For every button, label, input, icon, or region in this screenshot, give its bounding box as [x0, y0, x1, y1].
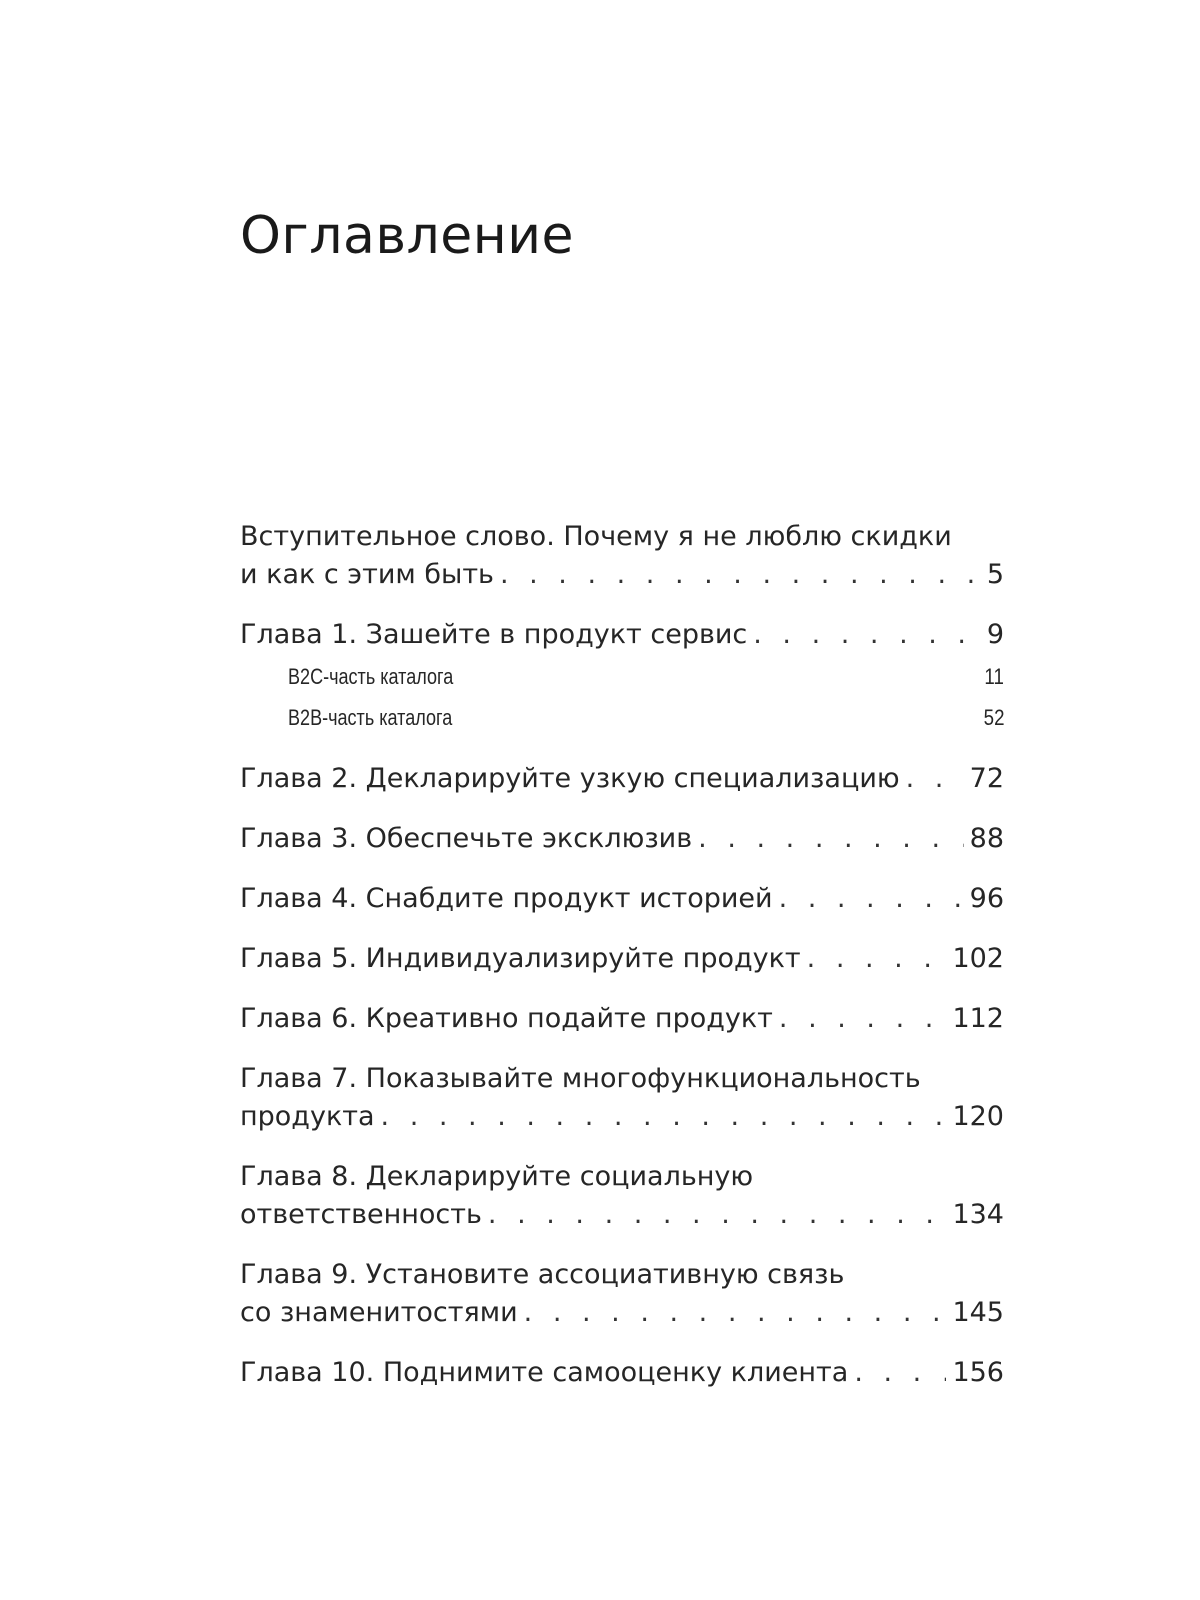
toc-entry-intro[interactable]	[240, 518, 1004, 594]
toc-entry-chapter-10[interactable]	[240, 1354, 1004, 1392]
toc-entry-chapter-8[interactable]	[240, 1158, 1004, 1234]
toc-entry-chapter-1[interactable]	[240, 616, 1004, 738]
toc-entry-title: Глава 6. Креативно подайте продукт	[240, 1003, 773, 1034]
toc-subentry-b2b[interactable]	[240, 697, 1004, 738]
toc-entry-page-number: 9	[986, 619, 1004, 650]
toc-subentry-b2c[interactable]	[240, 656, 1004, 697]
toc-entry-title-line2: ответственность	[240, 1199, 482, 1230]
toc-entry-page-number: 72	[969, 763, 1004, 794]
toc-entry-chapter-5[interactable]	[240, 940, 1004, 978]
dot-leader	[488, 1196, 947, 1234]
toc-entry-title-line1: Глава 9. Установите ассоциативную связь	[240, 1259, 845, 1290]
toc-entry-leader-line	[240, 940, 1004, 978]
toc-entry-chapter-2[interactable]	[240, 760, 1004, 798]
dot-leader	[524, 1294, 947, 1332]
toc-entry-title: Глава 2. Декларируйте узкую специализацию	[240, 763, 900, 794]
toc-subentry-list	[240, 656, 1004, 738]
toc-entry-chapter-7[interactable]	[240, 1060, 1004, 1136]
toc-entry-title-line1: Вступительное слово. Почему я не люблю скидки	[240, 521, 952, 552]
toc-entry-title-line1: Глава 8. Декларируйте социальную	[240, 1161, 754, 1192]
dot-leader	[779, 1000, 947, 1038]
toc-subentry-page-number: 52	[983, 705, 1004, 730]
dot-leader	[381, 1098, 947, 1136]
toc-entry-leader-line	[240, 1196, 1004, 1234]
toc-entry-title: Глава 5. Индивидуализируйте продукт	[240, 943, 801, 974]
toc-entry-leader-line	[240, 1354, 1004, 1392]
toc-entry-leader-line	[240, 1294, 1004, 1332]
toc-entry-leader-line	[240, 820, 1004, 858]
toc-entry-page-number: 156	[952, 1357, 1004, 1388]
toc-entry-leader-line	[240, 1098, 1004, 1136]
dot-leader	[906, 760, 964, 798]
toc-entry-leader-line	[240, 880, 1004, 918]
toc-entry-title: Глава 10. Поднимите самооценку клиента	[240, 1357, 849, 1388]
toc-entry-chapter-3[interactable]	[240, 820, 1004, 858]
toc-entry-page-number: 120	[952, 1101, 1004, 1132]
toc-entry-page-number: 134	[952, 1199, 1004, 1230]
toc-entry-leader-line	[240, 760, 1004, 798]
toc-subentry-page-number: 11	[984, 664, 1004, 689]
page-title: Оглавление	[240, 206, 575, 266]
toc-entry-leader-line	[240, 556, 1004, 594]
toc-entry-page-number: 96	[969, 883, 1004, 914]
toc-entry-title-line1: Глава 7. Показывайте многофункциональность	[240, 1063, 921, 1094]
toc-subentry-title: B2C-часть каталога	[288, 664, 454, 689]
toc-entry-leader-line	[240, 616, 1004, 654]
toc-entry-title-line2: со знаменитостями	[240, 1297, 518, 1328]
toc-entry-title: Глава 3. Обеспечьте эксклюзив	[240, 823, 693, 854]
toc-entry-title-line2: продукта	[240, 1101, 375, 1132]
toc-entry-page-number: 145	[952, 1297, 1004, 1328]
dot-leader	[854, 1354, 946, 1392]
toc-entry-page-number: 102	[952, 943, 1004, 974]
toc-entry-chapter-9[interactable]	[240, 1256, 1004, 1332]
dot-leader	[698, 820, 963, 858]
toc-subentry-title: B2B-часть каталога	[288, 705, 453, 730]
toc-entry-title: Глава 4. Снабдите продукт историей	[240, 883, 773, 914]
toc-entry-page-number: 112	[952, 1003, 1004, 1034]
toc-entry-chapter-6[interactable]	[240, 1000, 1004, 1038]
dot-leader	[500, 556, 981, 594]
toc-entry-leader-line	[240, 1000, 1004, 1038]
toc-entry-title-line2: и как с этим быть	[240, 559, 494, 590]
dot-leader	[753, 616, 981, 654]
toc-entry-page-number: 5	[986, 559, 1004, 590]
dot-leader	[807, 940, 947, 978]
toc-entry-title: Глава 1. Зашейте в продукт сервис	[240, 619, 748, 650]
toc-entry-chapter-4[interactable]	[240, 880, 1004, 918]
dot-leader	[779, 880, 964, 918]
table-of-contents	[240, 518, 1004, 1414]
toc-entry-page-number: 88	[969, 823, 1004, 854]
